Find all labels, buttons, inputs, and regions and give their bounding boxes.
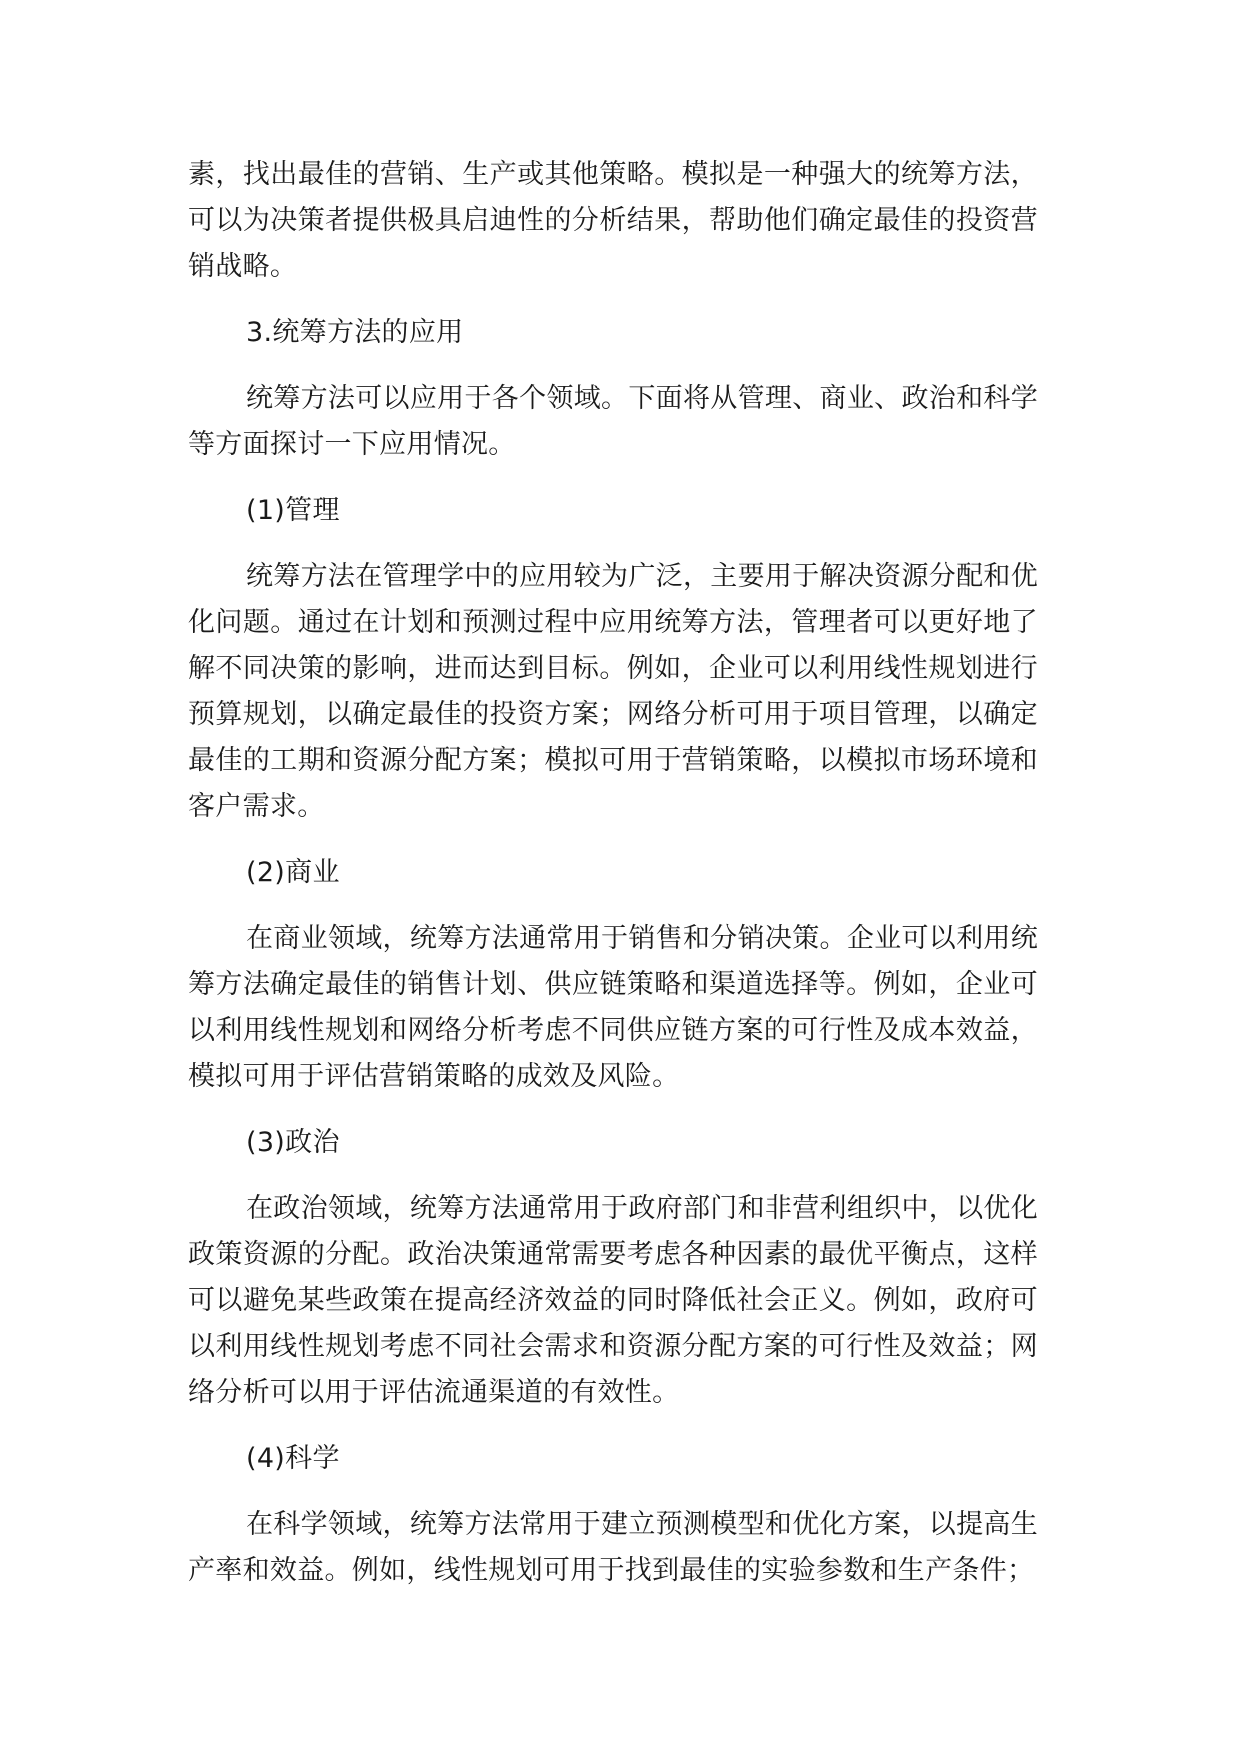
subheading-business: (2)商业	[246, 857, 340, 888]
paragraph-continued: 素，找出最佳的营销、生产或其他策略。模拟是一种强大的统筹方法，可以为决策者提供极具启迪性的分析结果，帮助他们确定最佳的投资营销战略。	[188, 159, 1038, 282]
paragraph-politics: 在政治领域，统筹方法通常用于政府部门和非营利组织中，以优化政策资源的分配。政治决策通常需要考虑各种因素的最优平衡点，这样可以避免某些政策在提高经济效益的同时降低社会正义。例如，政府可以利用线性规划考虑不同社会需求和资源分配方案的可行性及效益；网络分析可以用于评估流通渠道的有效性。	[188, 1193, 1038, 1408]
subheading-science: (4)科学	[246, 1443, 340, 1474]
paragraph-business: 在商业领域，统筹方法通常用于销售和分销决策。企业可以利用统筹方法确定最佳的销售计划、供应链策略和渠道选择等。例如，企业可以利用线性规划和网络分析考虑不同供应链方案的可行性及成本效益，模拟可用于评估营销策略的成效及风险。	[188, 923, 1038, 1092]
subheading-management: (1)管理	[246, 495, 340, 526]
section-heading-applications: 3.统筹方法的应用	[246, 317, 464, 348]
subheading-politics: (3)政治	[246, 1127, 340, 1158]
paragraph-intro: 统筹方法可以应用于各个领域。下面将从管理、商业、政治和科学等方面探讨一下应用情况。	[188, 383, 1038, 460]
paragraph-science: 在科学领域，统筹方法常用于建立预测模型和优化方案，以提高生产率和效益。例如，线性规划可用于找到最佳的实验参数和生产条件；	[188, 1509, 1038, 1586]
document-page	[188, 152, 1038, 1594]
paragraph-management: 统筹方法在管理学中的应用较为广泛，主要用于解决资源分配和优化问题。通过在计划和预测过程中应用统筹方法，管理者可以更好地了解不同决策的影响，进而达到目标。例如，企业可以利用线性规划进行预算规划，以确定最佳的投资方案；网络分析可用于项目管理，以确定最佳的工期和资源分配方案；模拟可用于营销策略，以模拟市场环境和客户需求。	[188, 561, 1038, 822]
